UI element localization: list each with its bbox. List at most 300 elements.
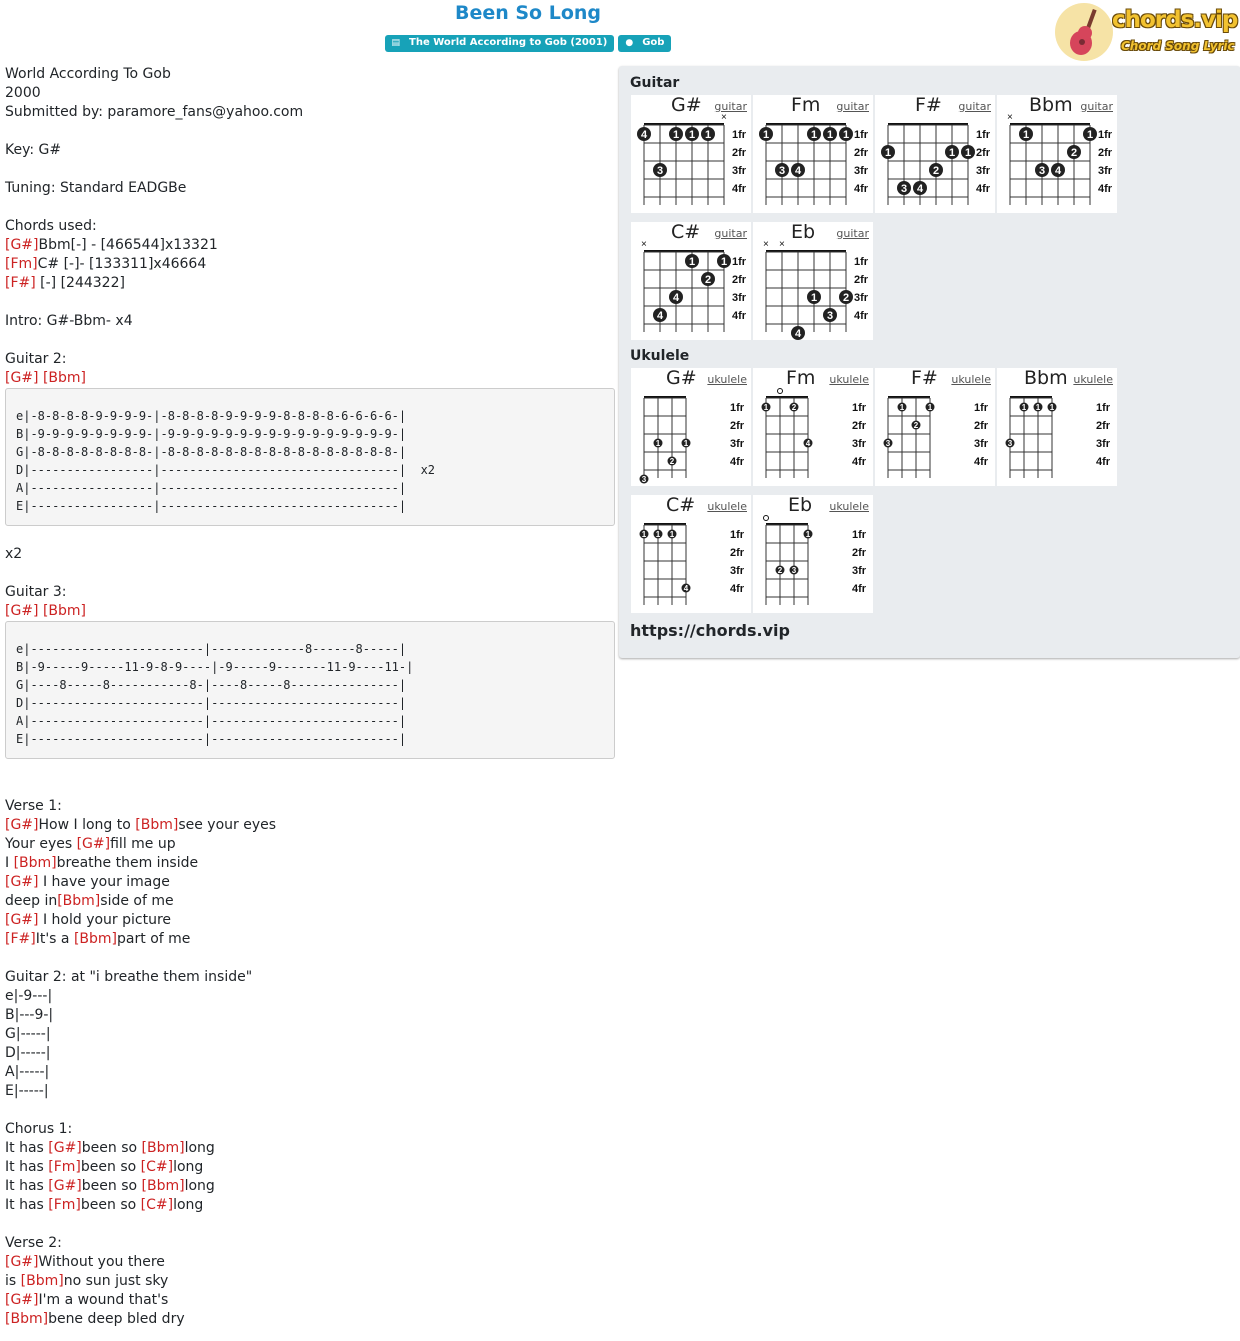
instrument-link[interactable]: guitar <box>958 100 991 113</box>
chord-card-eb[interactable] <box>753 222 873 340</box>
lyric-text: no sun just sky <box>63 1273 169 1289</box>
fret-label: 1fr <box>976 129 991 141</box>
chord-diagram <box>631 368 751 486</box>
lyric-text: G|-----| <box>5 1026 51 1042</box>
chord-card-fm[interactable] <box>753 368 873 486</box>
finger-number: 3 <box>885 439 891 448</box>
song-line <box>5 160 617 179</box>
song-line <box>5 602 617 621</box>
chord-card-gsharp[interactable] <box>631 368 751 486</box>
lyric-text: Intro: G#-Bbm- x4 <box>5 313 133 329</box>
song-line <box>5 778 617 797</box>
fret-label: 3fr <box>852 565 867 577</box>
chord-link[interactable]: [G#] <box>48 1140 82 1156</box>
lyric-text: e|-9---| <box>5 988 53 1004</box>
song-line <box>5 1063 617 1082</box>
lyric-text: Chorus 1: <box>5 1121 73 1137</box>
site-logo[interactable] <box>1055 3 1240 63</box>
chord-card-gsharp[interactable] <box>631 95 751 213</box>
chord-link[interactable]: [F#] <box>5 275 36 291</box>
song-line <box>5 1272 617 1291</box>
fret-label: 2fr <box>854 147 869 159</box>
lyric-text: Guitar 2: <box>5 351 67 367</box>
muted-string-marker: × <box>641 239 647 250</box>
fret-label: 3fr <box>854 165 869 177</box>
fret-label: 4fr <box>976 183 991 195</box>
finger-number: 1 <box>1035 403 1041 412</box>
open-string-marker <box>778 389 783 394</box>
chord-link[interactable]: [Bbm] <box>20 1273 64 1289</box>
song-line <box>5 236 617 255</box>
song-line <box>5 949 617 968</box>
chord-link[interactable]: [G#] <box>5 237 39 253</box>
finger-number: 2 <box>842 292 850 304</box>
finger-number: 4 <box>640 129 648 141</box>
chord-name: G# <box>666 367 697 389</box>
guitar-section-label: Guitar <box>630 75 680 91</box>
chord-name: F# <box>911 367 938 389</box>
song-line <box>5 835 617 854</box>
lyric-text: part of me <box>117 931 191 947</box>
lyric-text: Chords used: <box>5 218 97 234</box>
song-line <box>5 968 617 987</box>
fret-label: 3fr <box>732 292 747 304</box>
chord-link[interactable]: [G#] <box>5 874 39 890</box>
song-line <box>5 1082 617 1101</box>
song-line <box>5 1253 617 1272</box>
finger-number: 4 <box>683 584 689 593</box>
lyric-text: breathe them inside <box>56 855 199 871</box>
chord-link[interactable]: [Bbm] <box>73 931 118 947</box>
chord-link[interactable]: [G#] <box>5 912 39 928</box>
chord-link[interactable]: [G#] <box>5 817 39 833</box>
muted-string-marker: × <box>1007 112 1013 123</box>
chord-link[interactable]: [Bbm] <box>141 1178 185 1194</box>
song-line <box>5 1044 617 1063</box>
chord-name: C# <box>666 494 696 516</box>
lyric-text: Verse 2: <box>5 1235 62 1251</box>
song-line <box>5 987 617 1006</box>
instrument-link[interactable]: ukulele <box>707 500 747 513</box>
finger-number: 1 <box>688 129 696 141</box>
lyric-text: Key: G# <box>5 142 62 158</box>
chord-link[interactable]: [Fm] <box>48 1197 81 1213</box>
finger-number: 3 <box>900 183 908 195</box>
song-line <box>5 1120 617 1139</box>
lyric-text: Bbm[-] - [466544]x13321 <box>38 237 218 253</box>
fret-label: 1fr <box>730 529 745 541</box>
fret-label: 4fr <box>730 583 745 595</box>
song-header-lines <box>5 65 617 388</box>
lyric-text: fill me up <box>110 836 176 852</box>
lyric-text: bene deep bled dry <box>48 1311 185 1327</box>
finger-number: 2 <box>791 403 797 412</box>
song-line <box>5 583 617 602</box>
chord-name: Eb <box>788 494 813 516</box>
finger-number: 3 <box>1007 439 1013 448</box>
chord-card-bbm[interactable] <box>997 368 1117 486</box>
lyric-text: E|-----| <box>5 1083 49 1099</box>
lyric-text: is <box>5 1273 21 1289</box>
lyric-text: It has <box>5 1178 49 1194</box>
chord-name: F# <box>915 94 942 116</box>
lyric-text: Verse 1: <box>5 798 62 814</box>
song-line <box>5 1139 617 1158</box>
chord-link[interactable]: [Bbm] <box>57 893 101 909</box>
chord-link[interactable]: [Bbm] <box>5 1311 49 1327</box>
finger-number: 4 <box>672 292 680 304</box>
lyric-text: x2 <box>5 546 23 562</box>
guitar-2-tab: e|-8-8-8-8-9-9-9-9-|-8-8-8-8-9-9-9-9-8-8-8-8-6-6-6-6-| B|-9-9-9-9-9-9-9-9-|-9-9-9-9-9-9-9-9-9-9-9-9-9-9-9-9-| G|-8-8-8-8-8-8-8-8-|-8-8-8-8-8-8-8-8-8-8-8-8-8-8-8-8-| D|-----------------|---------------------------------| x2 A|-----------------|---------------------------------| E|-----------------|---------------------------------| <box>5 388 615 526</box>
fret-label: 2fr <box>1098 147 1113 159</box>
song-line <box>5 1196 617 1215</box>
song-line <box>5 198 617 217</box>
finger-number: 4 <box>794 165 802 177</box>
instrument-link[interactable]: guitar <box>714 100 747 113</box>
fret-label: 4fr <box>732 310 747 322</box>
album-badge-label: The World According to Gob (2001) <box>409 37 608 48</box>
fret-label: 4fr <box>1096 456 1111 468</box>
song-line <box>5 84 617 103</box>
fret-label: 2fr <box>976 147 991 159</box>
lyric-text: C# [-]- [133311]x46664 <box>37 256 207 272</box>
lyric-text: Without you there <box>38 1254 165 1270</box>
finger-number: 1 <box>1049 403 1055 412</box>
logo-tagline: Chord Song Lyric <box>1121 39 1235 53</box>
instrument-link[interactable]: guitar <box>1080 100 1113 113</box>
lyric-text: B|---9-| <box>5 1007 54 1023</box>
song-lyrics-lines <box>5 759 617 1329</box>
finger-number: 1 <box>641 530 647 539</box>
lyric-text: D|-----| <box>5 1045 51 1061</box>
finger-number: 1 <box>948 147 956 159</box>
song-line <box>5 369 617 388</box>
badge-row <box>0 35 1056 52</box>
fret-label: 3fr <box>854 292 869 304</box>
fret-label: 2fr <box>730 547 745 559</box>
fret-label: 3fr <box>732 165 747 177</box>
fret-label: 4fr <box>732 183 747 195</box>
chord-card-fm[interactable] <box>753 95 873 213</box>
song-line <box>5 1158 617 1177</box>
chord-diagram <box>997 368 1117 486</box>
song-line <box>5 816 617 835</box>
song-line <box>5 65 617 84</box>
finger-number: 4 <box>794 328 802 340</box>
instrument-link[interactable]: ukulele <box>707 373 747 386</box>
lyric-text: been so <box>80 1197 141 1213</box>
instrument-link[interactable]: ukulele <box>1073 373 1113 386</box>
chord-link[interactable]: [G#] <box>76 836 111 852</box>
fret-label: 4fr <box>854 183 869 195</box>
chord-link[interactable]: [C#] <box>140 1197 174 1213</box>
song-line <box>5 141 617 160</box>
fret-label: 2fr <box>730 420 745 432</box>
lyric-text: been so <box>81 1140 142 1156</box>
lyric-text: I'm a wound that's <box>38 1292 169 1308</box>
site-url[interactable]: https://chords.vip <box>630 621 790 640</box>
song-line <box>5 217 617 236</box>
song-line <box>5 1310 617 1329</box>
fret-label: 2fr <box>732 147 747 159</box>
fret-label: 1fr <box>854 129 869 141</box>
chord-name: Bbm <box>1024 367 1068 389</box>
fret-label: 4fr <box>730 456 745 468</box>
finger-number: 1 <box>964 147 972 159</box>
chord-name: Fm <box>791 94 821 116</box>
finger-number: 2 <box>704 274 712 286</box>
fret-label: 2fr <box>852 420 867 432</box>
finger-number: 1 <box>1021 403 1027 412</box>
guitar-icon <box>1055 3 1113 61</box>
fret-label: 4fr <box>854 310 869 322</box>
finger-number: 1 <box>655 439 661 448</box>
fret-label: 1fr <box>1098 129 1113 141</box>
fret-label: 3fr <box>974 438 989 450</box>
song-line <box>5 1234 617 1253</box>
chord-link[interactable]: [Bbm] <box>13 855 57 871</box>
fret-label: 4fr <box>974 456 989 468</box>
song-line <box>5 350 617 369</box>
lyric-text: 2000 <box>5 85 41 101</box>
song-middle-lines <box>5 526 617 621</box>
song-line <box>5 274 617 293</box>
artist-badge[interactable] <box>618 35 671 52</box>
finger-number: 1 <box>763 403 769 412</box>
song-line <box>5 255 617 274</box>
song-title: Been So Long <box>454 2 602 24</box>
lyric-text: Your eyes <box>5 836 77 852</box>
song-content <box>5 65 617 1329</box>
song-line <box>5 179 617 198</box>
chord-link[interactable]: [Bbm] <box>135 817 179 833</box>
chord-diagram <box>631 222 751 340</box>
instrument-link[interactable]: ukulele <box>829 500 869 513</box>
song-line <box>5 892 617 911</box>
fret-label: 1fr <box>974 402 989 414</box>
song-line <box>5 1006 617 1025</box>
song-line <box>5 854 617 873</box>
guitar-3-tab: e|------------------------|-------------8------8-----| B|-9-----9-----11-9-8-9----|-9-----9-------11-9----11-| G|----8-----8-----------8-|----8-----8---------------| D|------------------------|--------------------------| A|------------------------|--------------------------| E|------------------------|--------------------------| <box>5 621 615 759</box>
finger-number: 3 <box>778 165 786 177</box>
finger-number: 1 <box>1022 129 1030 141</box>
chord-link[interactable]: [G#] <box>5 603 39 619</box>
finger-number: 3 <box>656 165 664 177</box>
lyric-text: see your eyes <box>178 817 277 833</box>
song-line <box>5 1291 617 1310</box>
chord-name: Eb <box>791 221 816 243</box>
chord-link[interactable]: [Bbm] <box>42 603 87 619</box>
finger-number: 1 <box>810 129 818 141</box>
fret-label: 1fr <box>1096 402 1111 414</box>
instrument-link[interactable]: guitar <box>714 227 747 240</box>
finger-number: 4 <box>1054 165 1062 177</box>
fret-label: 2fr <box>974 420 989 432</box>
chord-name: Bbm <box>1029 94 1073 116</box>
lyric-text: It's a <box>35 931 74 947</box>
fret-label: 3fr <box>730 565 745 577</box>
lyric-text: It has <box>5 1197 49 1213</box>
finger-number: 4 <box>656 310 664 322</box>
fret-label: 4fr <box>1098 183 1113 195</box>
chord-link[interactable]: [G#] <box>48 1178 82 1194</box>
chord-diagram <box>753 368 873 486</box>
chord-diagram <box>631 95 751 213</box>
album-badge[interactable] <box>385 35 615 52</box>
lyric-text: It has <box>5 1159 49 1175</box>
finger-number: 1 <box>672 129 680 141</box>
instrument-link[interactable]: ukulele <box>829 373 869 386</box>
chord-card-csharp[interactable] <box>631 495 751 613</box>
fret-label: 3fr <box>1096 438 1111 450</box>
finger-number: 3 <box>641 475 647 484</box>
finger-number: 2 <box>1070 147 1078 159</box>
finger-number: 2 <box>932 165 940 177</box>
finger-number: 3 <box>791 566 797 575</box>
lyric-text: long <box>173 1197 204 1213</box>
lyric-text: long <box>173 1159 204 1175</box>
lyric-text: I hold your picture <box>38 912 172 928</box>
lyric-text: Guitar 2: at "i breathe them inside" <box>5 969 253 985</box>
logo-wordmark: chords.vip <box>1112 7 1238 33</box>
fret-label: 1fr <box>732 129 747 141</box>
chord-link[interactable]: [F#] <box>5 931 36 947</box>
fret-label: 2fr <box>852 547 867 559</box>
lyric-text: Tuning: Standard EADGBe <box>5 180 187 196</box>
song-line <box>5 564 617 583</box>
chord-diagram <box>631 495 751 613</box>
song-line <box>5 545 617 564</box>
chord-link[interactable]: [G#] <box>5 1292 39 1308</box>
chord-diagram <box>753 495 873 613</box>
finger-number: 2 <box>669 457 675 466</box>
finger-number: 4 <box>916 183 924 195</box>
lyric-text: long <box>184 1140 215 1156</box>
lyric-text: deep in <box>5 893 58 909</box>
song-line <box>5 293 617 312</box>
song-line <box>5 797 617 816</box>
chord-diagram <box>753 222 873 340</box>
chord-link[interactable]: [Bbm] <box>42 370 87 386</box>
lyric-text: [-] [244322] <box>35 275 125 291</box>
fret-label: 1fr <box>854 256 869 268</box>
chord-card-csharp[interactable] <box>631 222 751 340</box>
lyric-text: A|-----| <box>5 1064 50 1080</box>
finger-number: 1 <box>826 129 834 141</box>
fret-label: 2fr <box>732 274 747 286</box>
chord-name: G# <box>671 94 702 116</box>
finger-number: 1 <box>655 530 661 539</box>
chord-link[interactable]: [Fm] <box>5 256 38 272</box>
lyric-text: Guitar 3: <box>5 584 67 600</box>
finger-number: 3 <box>1038 165 1046 177</box>
finger-number: 1 <box>927 403 933 412</box>
finger-number: 1 <box>1086 129 1094 141</box>
artist-badge-label: Gob <box>642 37 665 48</box>
user-icon: ● <box>625 38 634 48</box>
instrument-link[interactable]: guitar <box>836 100 869 113</box>
song-line <box>5 1215 617 1234</box>
lyric-text: World According To Gob <box>5 66 171 82</box>
finger-number: 1 <box>805 530 811 539</box>
chord-card-bbm[interactable] <box>997 95 1117 213</box>
finger-number: 1 <box>899 403 905 412</box>
lyric-text: side of me <box>100 893 174 909</box>
fret-label: 3fr <box>852 438 867 450</box>
chord-card-fsharp[interactable] <box>875 368 995 486</box>
chord-diagram <box>875 95 995 213</box>
song-line <box>5 1177 617 1196</box>
fret-label: 1fr <box>852 529 867 541</box>
lyric-text: I have your image <box>38 874 170 890</box>
lyric-text: How I long to <box>38 817 136 833</box>
chord-card-eb[interactable] <box>753 495 873 613</box>
song-line <box>5 911 617 930</box>
finger-number: 4 <box>805 439 811 448</box>
lyric-text: long <box>184 1178 215 1194</box>
fret-label: 4fr <box>852 583 867 595</box>
chord-link[interactable]: [G#] <box>5 370 39 386</box>
lyric-text: It has <box>5 1140 49 1156</box>
fret-label: 3fr <box>730 438 745 450</box>
song-line <box>5 103 617 122</box>
chord-name: Fm <box>786 367 816 389</box>
chord-diagram <box>997 95 1117 213</box>
instrument-link[interactable]: guitar <box>836 227 869 240</box>
chord-card-fsharp[interactable] <box>875 95 995 213</box>
song-line <box>5 930 617 949</box>
lyric-text: been so <box>81 1178 142 1194</box>
finger-number: 1 <box>884 147 892 159</box>
finger-number: 1 <box>704 129 712 141</box>
chord-link[interactable]: [C#] <box>140 1159 174 1175</box>
fret-label: 3fr <box>976 165 991 177</box>
fret-label: 1fr <box>730 402 745 414</box>
lyric-text: I <box>5 855 14 871</box>
finger-number: 2 <box>913 421 919 430</box>
chord-link[interactable]: [Fm] <box>48 1159 81 1175</box>
chord-diagram <box>753 95 873 213</box>
chord-link[interactable]: [G#] <box>5 1254 39 1270</box>
fret-label: 1fr <box>732 256 747 268</box>
finger-number: 1 <box>810 292 818 304</box>
finger-number: 1 <box>720 256 728 268</box>
finger-number: 2 <box>777 566 783 575</box>
muted-string-marker: × <box>763 239 769 250</box>
finger-number: 1 <box>762 129 770 141</box>
finger-number: 1 <box>688 256 696 268</box>
fret-label: 2fr <box>1096 420 1111 432</box>
chord-link[interactable]: [Bbm] <box>141 1140 185 1156</box>
muted-string-marker: × <box>779 239 785 250</box>
open-string-marker <box>764 516 769 521</box>
song-line <box>5 331 617 350</box>
song-line <box>5 312 617 331</box>
song-line <box>5 526 617 545</box>
lyric-text: been so <box>80 1159 141 1175</box>
song-line <box>5 1101 617 1120</box>
muted-string-marker: × <box>721 112 727 123</box>
lyric-text: Submitted by: paramore_fans@yahoo.com <box>5 104 304 120</box>
book-icon: ▤ <box>391 38 401 48</box>
ukulele-section-label: Ukulele <box>630 348 690 364</box>
chord-name: C# <box>671 221 701 243</box>
finger-number: 3 <box>826 310 834 322</box>
instrument-link[interactable]: ukulele <box>951 373 991 386</box>
song-line <box>5 122 617 141</box>
fret-label: 1fr <box>852 402 867 414</box>
fret-label: 2fr <box>854 274 869 286</box>
